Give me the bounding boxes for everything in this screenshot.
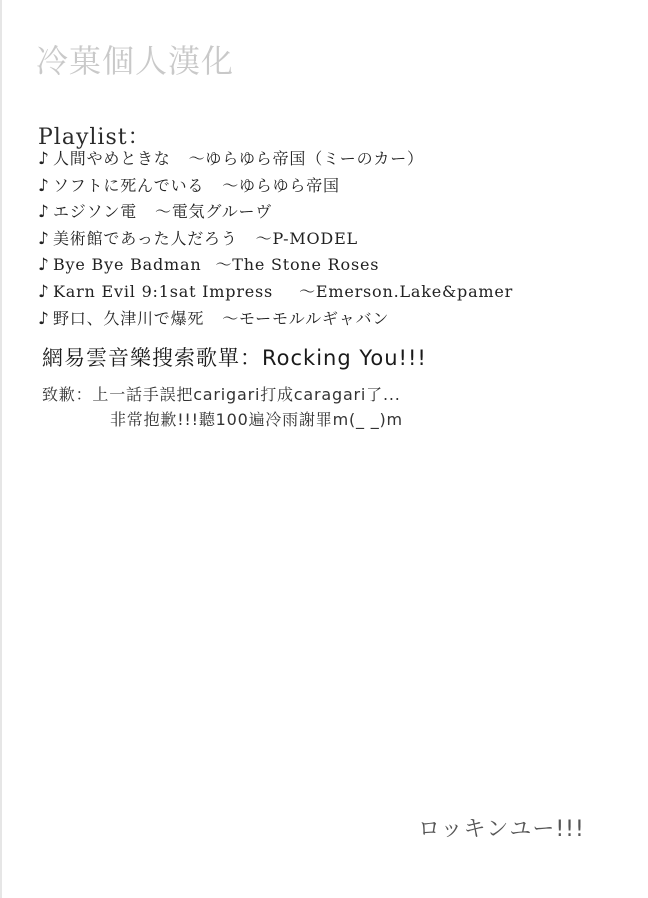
track-artist: 〜ゆらゆら帝国（ミーのカー） [188,149,424,168]
music-note-icon: ♪ [38,149,50,169]
track-artist: 〜電気グルーヴ [155,202,273,222]
music-note-icon: ♪ [38,228,50,249]
track-title: 美術館であった人だろう [53,228,238,248]
music-note-icon: ♪ [38,281,50,302]
track-item [38,306,513,333]
track-title: 野口、久津川で爆死 [53,308,205,328]
track-title: Bye Bye Badman [53,255,202,275]
playlist-tracks [38,146,513,332]
apology-line-2: 非常抱歉!!!聽100遍冷雨謝罪m(_ _)m [110,410,403,429]
track-title: 人間やめときな [53,149,171,168]
track-item [38,226,513,253]
track-item [38,252,513,279]
netease-playlist-search-note: 網易雲音樂搜索歌單：Rocking You!!! [42,346,427,370]
track-artist: 〜モーモルルギャバン [222,308,390,328]
track-item [38,279,513,306]
track-title: エジソン電 [53,202,138,222]
scanlation-group-name: 冷菓個人漢化 [36,42,235,80]
track-artist: 〜P-MODEL [255,228,358,248]
track-artist: 〜Emerson.Lake&pamer [299,281,514,301]
music-note-icon: ♪ [38,255,50,276]
track-item [38,173,513,200]
track-title: ソフトに死んでいる [53,175,205,195]
playlist-heading: Playlist： [38,125,151,150]
track-artist: 〜ゆらゆら帝国 [222,175,340,195]
page-left-edge [0,0,2,898]
music-note-icon: ♪ [38,202,50,223]
track-artist: 〜The Stone Roses [215,255,380,275]
music-note-icon: ♪ [38,308,50,329]
track-title: Karn Evil 9:1sat Impress [53,281,274,301]
track-item [38,146,513,173]
signoff-text: ロッキンユー!!! [418,817,585,842]
track-item [38,199,513,226]
apology-note [42,382,403,432]
apology-line-1: 致歉：上一話手誤把carigari打成caragari了... [42,385,401,404]
music-note-icon: ♪ [38,175,50,196]
